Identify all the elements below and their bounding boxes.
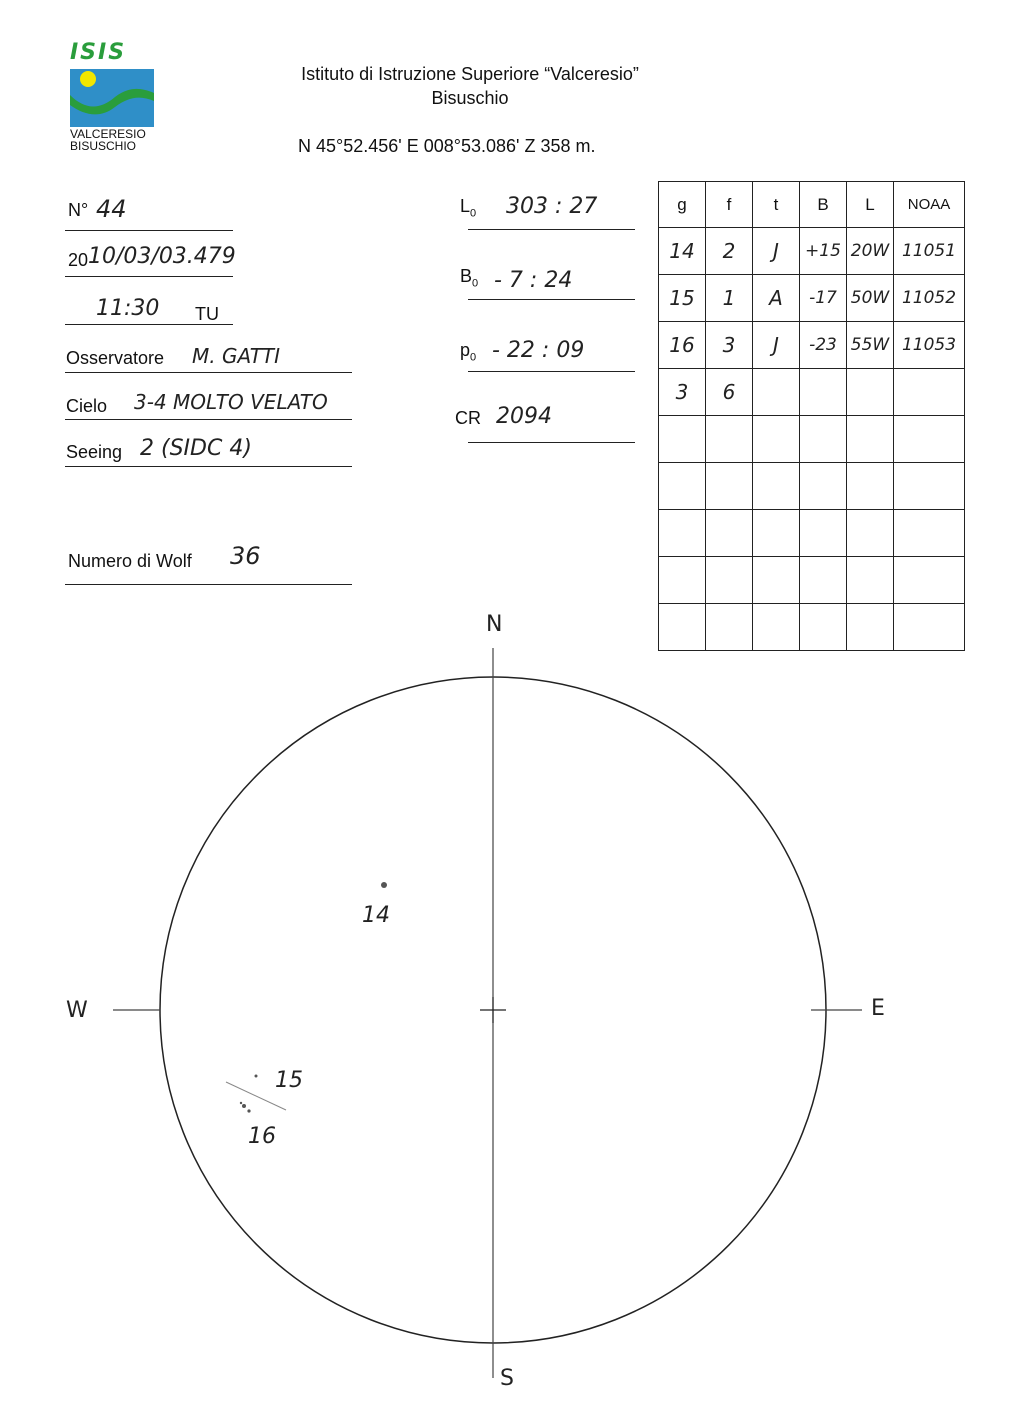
cell-b bbox=[800, 463, 847, 510]
cell-noaa: 11052 bbox=[894, 275, 965, 322]
date-rule bbox=[65, 276, 233, 277]
cell-noaa bbox=[894, 416, 965, 463]
l0-label bbox=[460, 196, 476, 220]
table-row bbox=[659, 463, 965, 510]
cr-label: CR bbox=[455, 408, 481, 428]
cell-f: 3 bbox=[706, 322, 753, 369]
cell-b: -23 bbox=[800, 322, 847, 369]
cell-noaa bbox=[894, 557, 965, 604]
time-unit: TU bbox=[195, 304, 219, 324]
cell-f: 6 bbox=[706, 369, 753, 416]
l0-rule bbox=[468, 229, 635, 230]
number-rule bbox=[65, 230, 233, 231]
p0-value: - 22 : 09 bbox=[492, 338, 585, 363]
sunspot-group-16-mark-a bbox=[242, 1104, 246, 1108]
observatory-coordinates: N 45°52.456' E 008°53.086' Z 358 m. bbox=[298, 136, 596, 156]
observer-rule bbox=[65, 372, 352, 373]
table-row bbox=[659, 228, 965, 275]
cell-l: 50W bbox=[847, 275, 894, 322]
b0-label bbox=[460, 266, 478, 290]
cell-noaa bbox=[894, 463, 965, 510]
l0-letter: L bbox=[460, 196, 471, 216]
south-label: S bbox=[500, 1366, 514, 1391]
cell-g: 15 bbox=[659, 275, 706, 322]
p0-subscript: 0 bbox=[470, 351, 477, 364]
sky-rule bbox=[65, 419, 352, 420]
sky-value: 3-4 MOLTO VELATO bbox=[134, 390, 328, 414]
cell-t: J bbox=[753, 322, 800, 369]
cell-noaa bbox=[894, 510, 965, 557]
cell-g bbox=[659, 463, 706, 510]
cell-noaa: 11051 bbox=[894, 228, 965, 275]
cell-f bbox=[706, 557, 753, 604]
col-header-f: f bbox=[706, 182, 753, 228]
date-value: 10/03/03.479 bbox=[88, 244, 236, 269]
cell-b bbox=[800, 510, 847, 557]
cell-f bbox=[706, 416, 753, 463]
cell-f: 1 bbox=[706, 275, 753, 322]
group-label-14: 14 bbox=[362, 903, 390, 928]
logo-caption-line2: BISUSCHIO bbox=[70, 139, 137, 153]
wolf-label: Numero di Wolf bbox=[68, 551, 192, 571]
cell-b bbox=[800, 557, 847, 604]
cell-g bbox=[659, 416, 706, 463]
col-header-b: B bbox=[800, 182, 847, 228]
cell-t bbox=[753, 416, 800, 463]
cell-f bbox=[706, 463, 753, 510]
table-header-row bbox=[659, 182, 965, 228]
seeing-rule bbox=[65, 466, 352, 467]
time-value: 11:30 bbox=[96, 296, 160, 321]
table-row bbox=[659, 275, 965, 322]
cell-l: 55W bbox=[847, 322, 894, 369]
cell-b: +15 bbox=[800, 228, 847, 275]
cell-f: 2 bbox=[706, 228, 753, 275]
cell-t bbox=[753, 510, 800, 557]
cell-g: 16 bbox=[659, 322, 706, 369]
b0-subscript: 0 bbox=[472, 277, 479, 290]
table-row bbox=[659, 416, 965, 463]
l0-value: 303 : 27 bbox=[506, 194, 598, 219]
cell-l: 20W bbox=[847, 228, 894, 275]
table-row bbox=[659, 369, 965, 416]
sunspot-group-14-mark bbox=[381, 882, 387, 888]
cell-b: -17 bbox=[800, 275, 847, 322]
institute-town: Bisuschio bbox=[431, 88, 509, 108]
cell-t: J bbox=[753, 228, 800, 275]
cell-noaa: 11053 bbox=[894, 322, 965, 369]
observer-label: Osservatore bbox=[66, 348, 165, 368]
col-header-g: g bbox=[659, 182, 706, 228]
logo-wordmark: ISIS bbox=[70, 40, 127, 65]
observer-value: M. GATTI bbox=[192, 344, 281, 368]
cell-l bbox=[847, 416, 894, 463]
time-rule bbox=[65, 324, 233, 325]
cell-g: 14 bbox=[659, 228, 706, 275]
number-label: N° bbox=[68, 200, 89, 220]
cell-g bbox=[659, 557, 706, 604]
cell-g: 3 bbox=[659, 369, 706, 416]
east-label: E bbox=[871, 996, 885, 1021]
cr-value: 2094 bbox=[496, 404, 552, 429]
wolf-rule bbox=[65, 584, 352, 585]
number-value: 44 bbox=[96, 195, 127, 223]
group-label-16: 16 bbox=[248, 1124, 276, 1149]
p0-label bbox=[460, 340, 476, 364]
table-row bbox=[659, 510, 965, 557]
date-prefix: 20 bbox=[68, 250, 89, 270]
cell-b bbox=[800, 369, 847, 416]
cr-rule bbox=[468, 442, 635, 443]
cell-noaa bbox=[894, 369, 965, 416]
col-header-l: L bbox=[847, 182, 894, 228]
table-row bbox=[659, 557, 965, 604]
wolf-value: 36 bbox=[230, 542, 261, 570]
logo-caption-line1: VALCERESIO bbox=[70, 127, 146, 141]
sunspot-group-15-mark bbox=[255, 1075, 258, 1078]
sky-label: Cielo bbox=[66, 396, 108, 416]
north-label: N bbox=[486, 612, 503, 637]
west-label: W bbox=[66, 998, 88, 1023]
b0-value: - 7 : 24 bbox=[494, 268, 573, 293]
cell-f bbox=[706, 510, 753, 557]
cell-t bbox=[753, 369, 800, 416]
cell-l bbox=[847, 510, 894, 557]
sunspot-group-16-mark-b bbox=[247, 1109, 250, 1112]
cell-l bbox=[847, 369, 894, 416]
cell-l bbox=[847, 463, 894, 510]
school-logo-icon bbox=[70, 65, 154, 127]
col-header-noaa: NOAA bbox=[894, 182, 965, 228]
logo-caption bbox=[70, 128, 146, 152]
p0-letter: p bbox=[460, 340, 471, 360]
cell-g bbox=[659, 510, 706, 557]
seeing-value: 2 (SIDC 4) bbox=[140, 436, 252, 461]
cell-t: A bbox=[753, 275, 800, 322]
cell-t bbox=[753, 557, 800, 604]
sunspot-groups-table bbox=[658, 181, 965, 651]
institute-name: Istituto di Istruzione Superiore “Valceresio” bbox=[301, 64, 639, 84]
sunspot-group-16-mark-c bbox=[240, 1102, 242, 1104]
b0-letter: B bbox=[460, 266, 473, 286]
cell-b bbox=[800, 416, 847, 463]
p0-rule bbox=[468, 371, 635, 372]
seeing-label: Seeing bbox=[66, 442, 123, 462]
group-label-15: 15 bbox=[275, 1068, 303, 1093]
col-header-t: t bbox=[753, 182, 800, 228]
cell-l bbox=[847, 557, 894, 604]
l0-subscript: 0 bbox=[470, 207, 477, 220]
table-row bbox=[659, 322, 965, 369]
b0-rule bbox=[468, 299, 635, 300]
cell-t bbox=[753, 463, 800, 510]
